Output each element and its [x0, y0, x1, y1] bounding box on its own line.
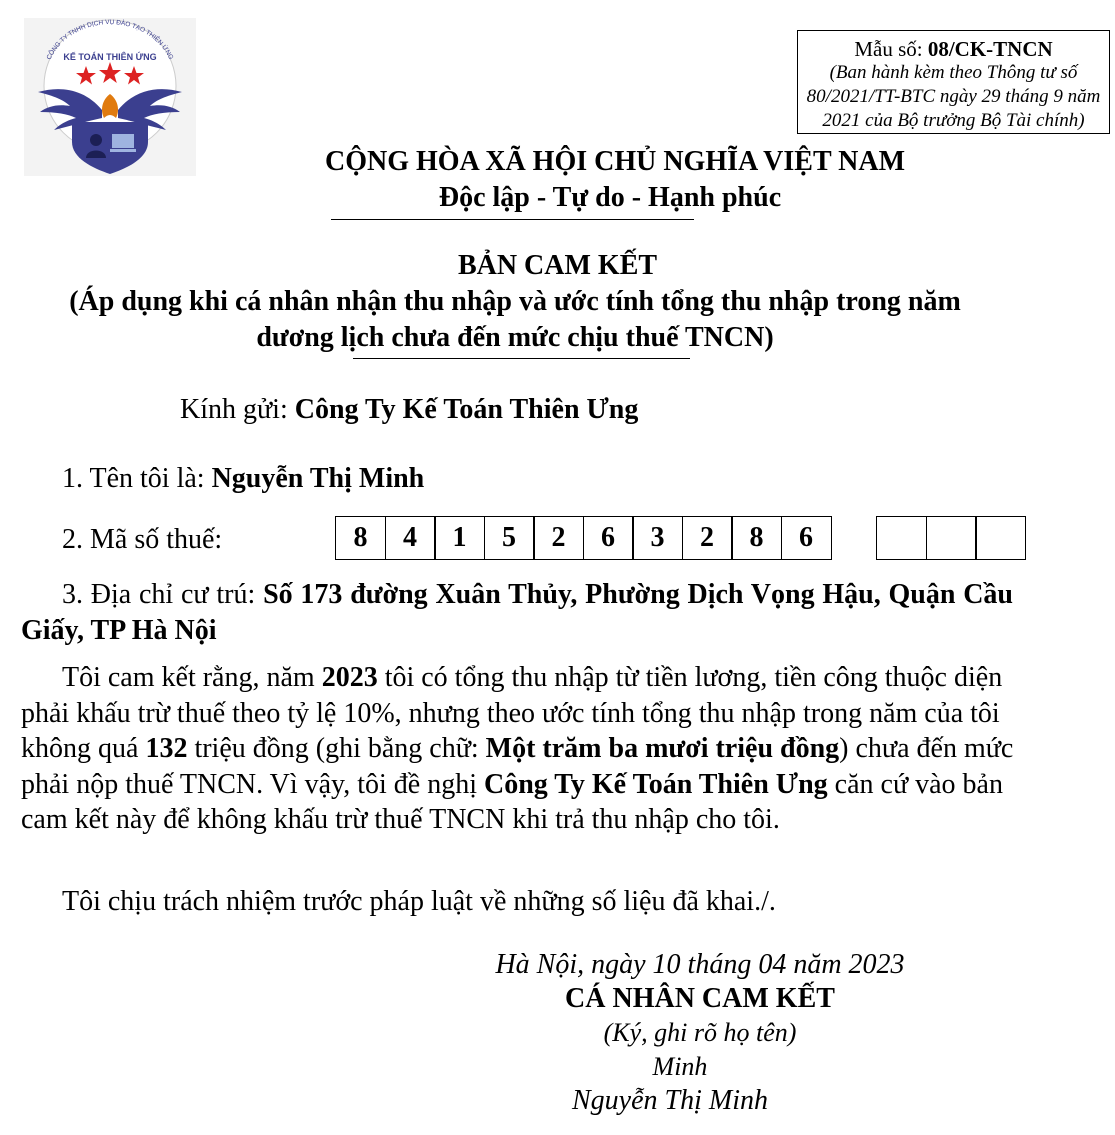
commitment-company: Công Ty Kế Toán Thiên Ưng: [484, 768, 828, 800]
tax-extra-digit: [975, 516, 1026, 560]
commitment-text: Tôi cam kết rằng, năm: [62, 662, 322, 693]
tax-digit: 2: [533, 516, 584, 560]
tax-digit: 6: [781, 516, 832, 560]
sign-instruction: (Ký, ghi rõ họ tên): [603, 1018, 797, 1047]
form-code-line: [798, 37, 1109, 61]
commitment-text: ) chưa đến mức phải nộp thuế TNCN. Vì vậy, tôi đề nghị: [21, 733, 1014, 800]
tax-box-gap: [832, 516, 878, 560]
subtitle-underline: [353, 358, 690, 359]
recipient-label: Kính gửi:: [180, 394, 295, 425]
form-code-label: Mẫu số:: [854, 37, 928, 61]
motto-underline: [331, 219, 694, 220]
commitment-amount-words: Một trăm ba mươi triệu đồng: [485, 733, 840, 764]
name-line: [62, 461, 424, 497]
logo-name: KẾ TOÁN THIÊN ỨNG: [63, 52, 157, 62]
signer-full-name: Nguyễn Thị Minh: [572, 1085, 768, 1116]
logo-arc-text: CÔNG TY TNHH DỊCH VỤ ĐÀO TẠO THIÊN ỨNG: [45, 18, 175, 61]
address-value: Số 173 đường Xuân Thủy, Phường Dịch Vọng Hậu, Quận Cầu Giấy, TP Hà Nội: [21, 579, 1013, 646]
tax-digit: 3: [632, 516, 683, 560]
name-label: 1. Tên tôi là:: [62, 463, 212, 494]
recipient-name: Công Ty Kế Toán Thiên Ưng: [294, 394, 639, 425]
responsibility-statement: Tôi chịu trách nhiệm trước pháp luật về những số liệu đã khai./.: [62, 886, 776, 917]
tax-code-label: 2. Mã số thuế:: [62, 524, 223, 555]
tax-code-boxes: [335, 516, 1026, 560]
document-title: BẢN CAM KẾT: [457, 250, 658, 281]
signature: Minh: [652, 1052, 708, 1081]
tax-digit: 8: [731, 516, 782, 560]
document-subtitle-line1: (Áp dụng khi cá nhân nhận thu nhập và ước tính tổng thu nhập trong năm: [69, 286, 961, 317]
form-note-line1: (Ban hành kèm theo Thông tư số: [829, 62, 1078, 83]
commitment-paragraph: [21, 660, 1016, 838]
tax-digit: 8: [335, 516, 386, 560]
tax-digit: 4: [385, 516, 436, 560]
tax-digit: 1: [434, 516, 485, 560]
motto: Độc lập - Tự do - Hạnh phúc: [438, 182, 782, 213]
tax-extra-digit: [876, 516, 927, 560]
tax-digit: 2: [682, 516, 733, 560]
commitment-text: căn cứ vào bản cam kết này để không khấu trừ thuế TNCN khi trả thu nhập cho tôi.: [21, 768, 1003, 835]
address-label: 3. Địa chỉ cư trú:: [62, 579, 264, 610]
place-date: Hà Nội, ngày 10 tháng 04 năm 2023: [495, 949, 905, 980]
form-note-line2: 80/2021/TT-BTC ngày 29 tháng 9 năm: [806, 86, 1101, 107]
form-code-value: 08/CK-TNCN: [927, 37, 1053, 61]
form-code-box: [797, 30, 1110, 134]
tax-extra-digit: [926, 516, 977, 560]
shield-icon: [72, 122, 148, 174]
recipient-line: [180, 392, 638, 428]
signer-role: CÁ NHÂN CAM KẾT: [565, 983, 835, 1014]
commitment-text: triệu đồng (ghi bằng chữ:: [187, 733, 486, 764]
nation-title: CỘNG HÒA XÃ HỘI CHỦ NGHĨA VIỆT NAM: [324, 146, 906, 177]
form-note-line3: 2021 của Bộ trưởng Bộ Tài chính): [822, 110, 1085, 131]
name-value: Nguyễn Thị Minh: [211, 463, 425, 494]
address-line: [21, 577, 1013, 649]
tax-digit: 5: [484, 516, 535, 560]
commitment-text: tôi có tổng thu nhập từ tiền lương, tiền công thuộc diện phải khấu trừ thuế theo tỷ lệ 10%, nhưng theo ước tính tổng thu nhập trong năm của tôi không quá: [21, 662, 1003, 764]
commitment-amount: 132: [145, 733, 188, 764]
document-subtitle-line2: dương lịch chưa đến mức chịu thuế TNCN): [256, 322, 774, 353]
commitment-year: 2023: [321, 662, 378, 693]
tax-digit: 6: [583, 516, 634, 560]
